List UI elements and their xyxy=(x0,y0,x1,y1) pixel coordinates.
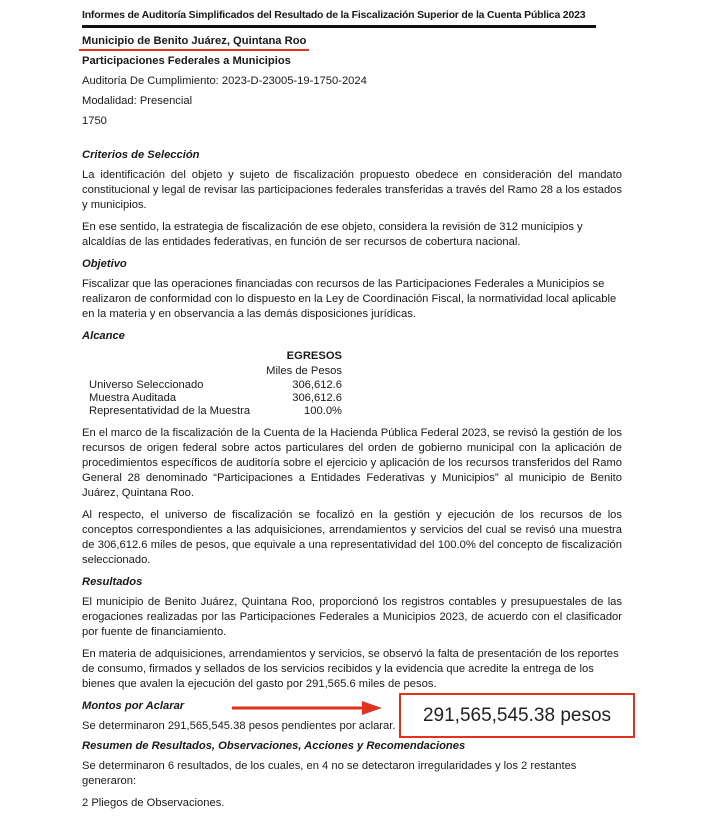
row-label: Representatividad de la Muestra xyxy=(89,405,251,417)
alcance-table xyxy=(82,349,342,418)
table-column-header: EGRESOS xyxy=(286,350,342,362)
heading-resumen: Resumen de Resultados, Observaciones, Acciones y Recomendaciones xyxy=(82,740,466,752)
table-row xyxy=(82,392,342,405)
heading-alcance: Alcance xyxy=(82,330,125,342)
annotation-underline xyxy=(79,49,309,51)
montos-paragraph: Se determinaron 291,565,545.38 pesos pendientes por aclarar. xyxy=(82,720,396,732)
entity-name: Municipio de Benito Juárez, Quintana Roo xyxy=(82,35,307,47)
audit-number: 1750 xyxy=(82,115,107,127)
heading-objetivo: Objetivo xyxy=(82,258,127,270)
row-value: 306,612.6 xyxy=(292,379,342,391)
criterios-paragraph-1: La identificación del objeto y sujeto de fiscalización propuesto obedece en consideración del mandato constitucional y legal de revisar las participaciones federales transferidas a través del Ramo 28 a los estados y municipios. xyxy=(82,169,622,211)
montos-block xyxy=(82,699,622,733)
alcance-paragraph-1: En el marco de la fiscalización de la Cuenta de la Hacienda Pública Federal 2023, se revisó la gestión de los recursos de origen federal sobre actos particulares del orden de gobierno municipal con la aplicación de procedimientos específicos de auditoría sobre el ejercicio y aplicación de los recursos transferidos del Ramo General 28 denominado “Participaciones a Entidades Federativas y Municipios” al municipio de Benito Juárez, Quintana Roo. xyxy=(82,427,622,499)
audit-modality: Modalidad: Presencial xyxy=(82,95,193,107)
criterios-paragraph-2: En ese sentido, la estrategia de fiscalización de ese objeto, considera la revisión de 312 municipios y alcaldías de las entidades federativas, en función de ser recursos de cobertura nacional. xyxy=(82,221,583,248)
row-value: 306,612.6 xyxy=(292,392,342,404)
spacer xyxy=(82,134,622,148)
table-row xyxy=(82,405,342,418)
running-header: Informes de Auditoría Simplificados del Resultado de la Fiscalización Superior de la Cuenta Pública 2023 xyxy=(82,9,586,21)
program-name: Participaciones Federales a Municipios xyxy=(82,55,291,67)
row-label: Universo Seleccionado xyxy=(89,379,204,391)
alcance-paragraph-2: Al respecto, el universo de fiscalización se focalizó en la gestión y ejecución de los recursos de los conceptos correspondientes a las adquisiciones, arrendamientos y servicios del cual se revisó una muestra de 306,612.6 miles de pesos, que equivale a una representatividad del 100.0% del concepto de fiscalización seleccionado. xyxy=(82,509,622,566)
entity-name-row xyxy=(82,34,622,48)
table-column-subheader: Miles de Pesos xyxy=(266,365,342,377)
resultados-paragraph-2: En materia de adquisiciones, arrendamientos y servicios, se observó la falta de presentación de los reportes de consumo, firmados y sellados de los servicios recibidos y la evidencia que acredite la entrega de los bienes que avalen la ejecución del gasto por 291,565.6 miles de pesos. xyxy=(82,648,619,690)
header-rule xyxy=(82,25,596,28)
annotation-callout-box xyxy=(399,693,635,738)
heading-montos: Montos por Aclarar xyxy=(82,700,185,712)
annotation-arrow-icon xyxy=(232,701,382,715)
row-value: 100.0% xyxy=(304,405,342,417)
heading-criterios: Criterios de Selección xyxy=(82,149,200,161)
objetivo-paragraph: Fiscalizar que las operaciones financiadas con recursos de las Participaciones Federales a Municipios se realizaron de conformidad con lo dispuesto en la Ley de Coordinación Fiscal, la normatividad local aplicable en la materia y en observancia a las demás disposiciones jurídicas. xyxy=(82,278,617,320)
heading-resultados: Resultados xyxy=(82,576,143,588)
document-column xyxy=(82,8,622,810)
resumen-paragraph-1: Se determinaron 6 resultados, de los cuales, en 4 no se detectaron irregularidades y los 2 restantes generaron: xyxy=(82,760,577,787)
resultados-paragraph-1: El municipio de Benito Juárez, Quintana Roo, proporcionó los registros contables y presupuestales de las erogaciones realizadas por las Participaciones Federales a Municipios 2023, de acuerdo con el clasificador por fuente de financiamiento. xyxy=(82,596,622,638)
resumen-paragraph-2: 2 Pliegos de Observaciones. xyxy=(82,797,225,809)
row-label: Muestra Auditada xyxy=(89,392,177,404)
entity-name-wrap xyxy=(82,34,306,48)
table-row xyxy=(82,379,342,392)
audit-id: Auditoría De Cumplimiento: 2023-D-23005-19-1750-2024 xyxy=(82,75,367,87)
callout-amount: 291,565,545.38 pesos xyxy=(422,704,612,726)
